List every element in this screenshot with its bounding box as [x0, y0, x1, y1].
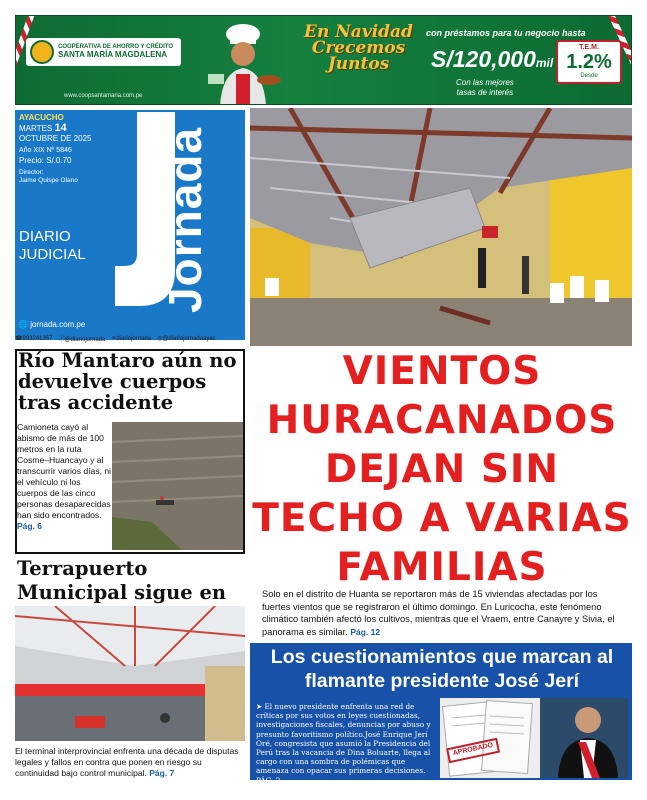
approved-stamp: APROBADO [452, 741, 494, 758]
top-advertisement[interactable] [15, 15, 632, 105]
chef-woman-icon [206, 22, 281, 105]
social-text: diariojornada [116, 336, 152, 342]
lead-text: Solo en el distrito de Huanta se reportaron más de 15 viviendas afectadas por los fuertes vientos que se registraron el último domingo. En Luricocha, este fenómeno climático también afectó los cultivos, mientras que el Vraem, entre Canayre y Sivia, el panorama es similar. [262, 589, 615, 637]
post-line: Con las mejores [456, 78, 514, 87]
story1-title[interactable]: Río Mantaro aún no devuelve cuerpos tras accidente [18, 349, 237, 414]
whatsapp-contact[interactable]: ☎993241357 [15, 336, 53, 342]
social-text: 993241357 [22, 336, 53, 342]
slogan-line: Crecemos [311, 38, 406, 58]
date-day-label: MARTES [19, 124, 53, 133]
facebook-contact[interactable]: ⓕ@diariojornada [58, 337, 106, 343]
instagram-contact[interactable]: ◎@diariojornadaayac [157, 336, 216, 342]
amount-value: S/120,000 [431, 46, 536, 72]
terminal-photo [15, 606, 245, 741]
masthead-director: Jaime Quispe Olano [19, 177, 78, 184]
masthead-issue: Año XIX Nº 5846 [19, 147, 72, 154]
rate-badge [556, 40, 622, 84]
story-text: Camioneta cayó al abismo de más de 100 metros en la ruta Cosme–Huancayo y al transcurrir varios días, ni el vehículo ni los cuerpos de las cinco personas desaparecidas han sido encontrados. [17, 422, 112, 520]
masthead-price: Precio: S/.0.70 [19, 156, 72, 165]
social-text: @diariojornadaayac [162, 336, 216, 342]
section-line: DIARIO [19, 228, 71, 245]
x-contact[interactable]: ✕diariojornada [111, 336, 152, 342]
river-photo [112, 422, 243, 550]
story2-title[interactable]: Terrapuerto Municipal sigue en [17, 557, 227, 604]
story3-text: ➤ El nuevo presidente enfrenta una red de críticas por sus votos en leyes cuestionadas, investigaciones fiscales, denuncias por abuso y presunto favoritismo político.José Enrique Jerí Oré, congresista que asumió la Presidencia del Perú tras la vacancia de Dina Boluarte, llega al cargo con una sombra de polémicas que amenaza con opacar sus primeras decisiones. PÁG. 2 [256, 702, 431, 785]
slogan-line: Juntos [327, 54, 390, 74]
story3-title[interactable]: Los cuestionamientos que marcan al flamante presidente José Jerí [270, 646, 614, 692]
story1-text [17, 422, 112, 532]
coop-small-text: COOPERATIVA DE AHORRO Y CRÉDITO [58, 44, 174, 51]
main-headline[interactable]: VIENTOS HURACANADOS DEJAN SIN TECHO A VARIAS FAMILIAS [252, 349, 632, 590]
rate-label: T.E.M. [579, 44, 599, 51]
masthead-city: AYACUCHO [19, 113, 64, 122]
coop-name: SANTA MARÍA MAGDALENA [58, 49, 168, 59]
ad-slogan [291, 24, 426, 72]
story2-text [15, 746, 247, 779]
amount-suffix: mil [535, 56, 554, 70]
rate-desde: Desde [580, 73, 598, 79]
main-lead [262, 588, 628, 638]
coop-seal-icon [30, 40, 54, 64]
masthead-title [155, 120, 215, 320]
masthead-website[interactable]: 🌐 jornada.com.pe [18, 320, 86, 329]
story-text: El nuevo presidente enfrenta una red de críticas por sus votos en leyes cuestionadas, investigaciones fiscales, denuncias por abuso y presunto favoritismo político.José Enrique Jerí Oré, congresista que asumió la Presidencia del Perú tras la vacancia de Dina Boluarte, llega al cargo con una sombra de polémicas que amenaza con opacar sus primeras decisiones. PÁG. 2 [256, 702, 431, 785]
date-month-year: OCTUBRE DE 2025 [19, 134, 92, 143]
masthead-title-text: Jornada [159, 127, 212, 313]
slogan-line: En Navidad [304, 22, 413, 42]
president-photo [440, 698, 628, 778]
main-photo-damaged-roof [250, 108, 632, 346]
page-reference[interactable]: Pág. 6 [17, 521, 43, 531]
social-strip [15, 333, 245, 344]
masthead-date [19, 123, 91, 144]
section-label [19, 228, 86, 264]
ad-pre-amount: con préstamos para tu negocio hasta [426, 28, 586, 38]
page-reference[interactable]: Pág. 12 [350, 626, 381, 637]
section-line: JUDICIAL [19, 246, 86, 263]
post-line: tasas de interés [456, 88, 514, 97]
ad-amount [431, 46, 553, 73]
website-text: jornada.com.pe [30, 320, 86, 329]
date-day: 14 [54, 122, 67, 134]
ad-website: www.coopsantamaria.com.pe [64, 93, 143, 99]
page-reference[interactable]: Pág. 7 [149, 768, 175, 778]
masthead-director-label: Director: [19, 169, 44, 176]
story-text: El terminal interprovincial enfrenta una década de disputas legales y fallos en contra que ponen en riesgo su continuidad bajo control municipal. [15, 746, 239, 778]
social-text: @diariojornada [64, 337, 106, 343]
rate-value: 1.2% [566, 51, 612, 73]
masthead [15, 110, 245, 340]
ad-post-amount [456, 78, 514, 98]
coop-logo [26, 38, 181, 66]
